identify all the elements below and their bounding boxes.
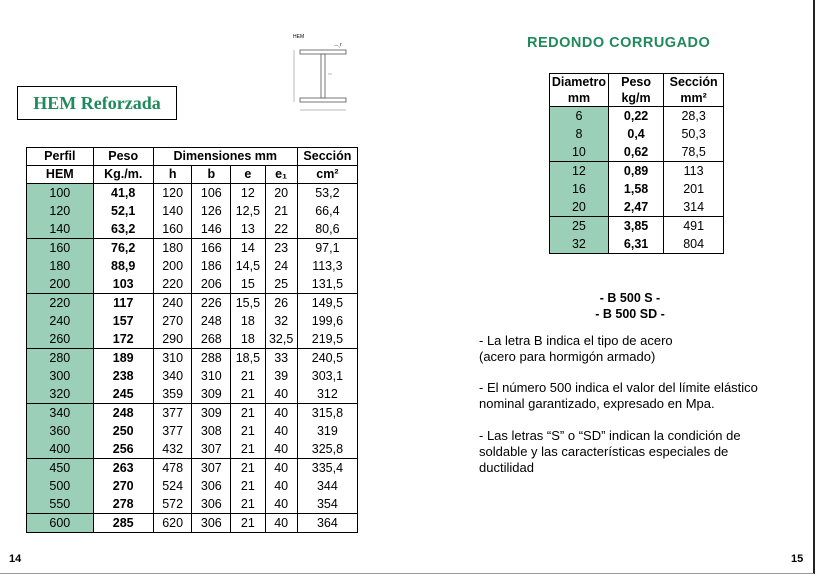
table-cell: 319 [297, 422, 357, 440]
table-cell: 14 [231, 239, 265, 258]
table-row [27, 239, 358, 258]
table-cell: 10 [550, 143, 609, 162]
subheader-kgm: Kg./m. [93, 166, 153, 184]
table-cell: 550 [27, 495, 94, 514]
table-cell: 309 [192, 385, 231, 404]
redondo-title: REDONDO CORRUGADO [527, 35, 711, 51]
table-cell: 600 [27, 514, 94, 533]
table-cell: 157 [93, 312, 153, 330]
table-row [550, 180, 724, 198]
table-cell: 12 [231, 184, 265, 203]
table-cell: 26 [265, 294, 297, 313]
table-cell: 309 [192, 404, 231, 423]
table-cell: 23 [265, 239, 297, 258]
table-row [550, 198, 724, 217]
table-cell: 804 [664, 235, 724, 254]
table-cell: 33 [265, 349, 297, 368]
table-cell: 306 [192, 495, 231, 514]
table-cell: 21 [231, 404, 265, 423]
table-cell: 310 [192, 367, 231, 385]
table-cell: 278 [93, 495, 153, 514]
table-row [550, 235, 724, 254]
table-cell: 40 [265, 495, 297, 514]
table-cell: 40 [265, 477, 297, 495]
page-number-right: 15 [791, 553, 804, 565]
table-cell: 21 [231, 495, 265, 514]
table-row [550, 125, 724, 143]
header-perfil: Perfil [27, 148, 94, 166]
table-cell: 113,3 [297, 257, 357, 275]
header-peso: Peso [93, 148, 153, 166]
table-cell: 41,8 [93, 184, 153, 203]
table-cell: 21 [231, 440, 265, 459]
table-cell: 325,8 [297, 440, 357, 459]
table-cell: 1,58 [608, 180, 663, 198]
table-cell: 3,85 [608, 217, 663, 236]
table-cell: 310 [153, 349, 192, 368]
table-cell: 76,2 [93, 239, 153, 258]
table-row [27, 440, 358, 459]
table-cell: 63,2 [93, 220, 153, 239]
grade-b500sd: - B 500 SD - [595, 307, 665, 321]
table-cell: 0,62 [608, 143, 663, 162]
table-cell: 12 [550, 162, 609, 181]
table-cell: 24 [265, 257, 297, 275]
table-cell: 180 [27, 257, 94, 275]
table-cell: 344 [297, 477, 357, 495]
table-cell: 500 [27, 477, 94, 495]
header-seccion-mm2: Sección mm² [664, 74, 724, 107]
table-cell: 78,5 [664, 143, 724, 162]
table-cell: 21 [265, 202, 297, 220]
hem-title: HEM Reforzada [17, 86, 177, 120]
table-cell: 245 [93, 385, 153, 404]
subheader-hem: HEM [27, 166, 94, 184]
table-cell: 360 [27, 422, 94, 440]
grade-b500s: - B 500 S - [599, 291, 661, 305]
table-cell: 131,5 [297, 275, 357, 294]
table-cell: 256 [93, 440, 153, 459]
table-cell: 21 [231, 367, 265, 385]
subheader-e1: e₁ [265, 166, 297, 184]
table-cell: 14,5 [231, 257, 265, 275]
table-cell: 25 [265, 275, 297, 294]
table-cell: 15 [231, 275, 265, 294]
table-row [27, 184, 358, 203]
table-cell: 340 [153, 367, 192, 385]
table-row [27, 220, 358, 239]
table-cell: 300 [27, 367, 94, 385]
subheader-h: h [153, 166, 192, 184]
table-cell: 220 [153, 275, 192, 294]
table-cell: 18 [231, 330, 265, 349]
table-cell: 478 [153, 459, 192, 478]
table-cell: 189 [93, 349, 153, 368]
table-cell: 21 [231, 514, 265, 533]
table-cell: 117 [93, 294, 153, 313]
table-cell: 432 [153, 440, 192, 459]
table-cell: 20 [265, 184, 297, 203]
table-cell: 12,5 [231, 202, 265, 220]
table-cell: 40 [265, 459, 297, 478]
table-cell: 248 [93, 404, 153, 423]
table-cell: 240 [27, 312, 94, 330]
table-cell: 620 [153, 514, 192, 533]
table-cell: 186 [192, 257, 231, 275]
table-cell: 88,9 [93, 257, 153, 275]
table-cell: 140 [153, 202, 192, 220]
table-cell: 220 [27, 294, 94, 313]
diagram-label-r: r [340, 42, 342, 48]
table-row [27, 367, 358, 385]
table-cell: 263 [93, 459, 153, 478]
table-cell: 0,89 [608, 162, 663, 181]
table-cell: 0,4 [608, 125, 663, 143]
table-cell: 15,5 [231, 294, 265, 313]
table-cell: 226 [192, 294, 231, 313]
table-cell: 80,6 [297, 220, 357, 239]
table-cell: 260 [27, 330, 94, 349]
table-cell: 6 [550, 107, 609, 126]
header-seccion: Sección [297, 148, 357, 166]
table-cell: 32 [550, 235, 609, 254]
note-letter-b: - La letra B indica el tipo de acero (acero para hormigón armado) [479, 333, 673, 364]
table-cell: 340 [27, 404, 94, 423]
table-cell: 22 [265, 220, 297, 239]
table-cell: 66,4 [297, 202, 357, 220]
table-cell: 306 [192, 477, 231, 495]
diagram-label-hem: HEM [293, 34, 305, 40]
note-letters-s-sd: - Las letras “S” o “SD” indican la condición de soldable y las características especiales de ductilidad [479, 428, 741, 475]
table-cell: 200 [27, 275, 94, 294]
table-cell: 288 [192, 349, 231, 368]
table-cell: 100 [27, 184, 94, 203]
table-cell: 290 [153, 330, 192, 349]
table-row [550, 107, 724, 126]
table-row [27, 404, 358, 423]
hem-table-body [27, 184, 358, 533]
table-cell: 21 [231, 459, 265, 478]
table-cell: 21 [231, 422, 265, 440]
table-cell: 21 [231, 477, 265, 495]
table-row [27, 275, 358, 294]
table-row [27, 422, 358, 440]
table-cell: 285 [93, 514, 153, 533]
table-row [27, 257, 358, 275]
table-cell: 160 [153, 220, 192, 239]
table-cell: 2,47 [608, 198, 663, 217]
table-cell: 40 [265, 385, 297, 404]
table-cell: 40 [265, 404, 297, 423]
table-cell: 28,3 [664, 107, 724, 126]
table-cell: 572 [153, 495, 192, 514]
table-cell: 270 [153, 312, 192, 330]
table-cell: 308 [192, 422, 231, 440]
table-row [27, 514, 358, 533]
table-cell: 106 [192, 184, 231, 203]
table-cell: 450 [27, 459, 94, 478]
table-cell: 312 [297, 385, 357, 404]
table-cell: 21 [231, 385, 265, 404]
table-cell: 113 [664, 162, 724, 181]
table-cell: 320 [27, 385, 94, 404]
table-cell: 377 [153, 422, 192, 440]
table-cell: 166 [192, 239, 231, 258]
table-cell: 364 [297, 514, 357, 533]
table-cell: 103 [93, 275, 153, 294]
table-cell: 354 [297, 495, 357, 514]
table-cell: 206 [192, 275, 231, 294]
table-cell: 303,1 [297, 367, 357, 385]
table-cell: 307 [192, 459, 231, 478]
table-cell: 149,5 [297, 294, 357, 313]
redondo-table [549, 73, 724, 254]
table-cell: 53,2 [297, 184, 357, 203]
table-cell: 20 [550, 198, 609, 217]
subheader-e: e [231, 166, 265, 184]
table-cell: 201 [664, 180, 724, 198]
table-cell: 377 [153, 404, 192, 423]
table-cell: 315,8 [297, 404, 357, 423]
table-row [27, 312, 358, 330]
table-cell: 270 [93, 477, 153, 495]
table-cell: 268 [192, 330, 231, 349]
table-cell: 238 [93, 367, 153, 385]
table-cell: 491 [664, 217, 724, 236]
subheader-b: b [192, 166, 231, 184]
header-diametro: Diametro mm [550, 74, 609, 107]
header-dimensiones: Dimensiones mm [153, 148, 297, 166]
table-cell: 6,31 [608, 235, 663, 254]
table-row [27, 330, 358, 349]
table-cell: 314 [664, 198, 724, 217]
table-cell: 400 [27, 440, 94, 459]
hem-table [26, 147, 358, 533]
table-cell: 120 [27, 202, 94, 220]
table-cell: 199,6 [297, 312, 357, 330]
table-row [550, 162, 724, 181]
table-cell: 240 [153, 294, 192, 313]
table-cell: 248 [192, 312, 231, 330]
table-cell: 97,1 [297, 239, 357, 258]
steel-grades [560, 290, 700, 322]
table-cell: 146 [192, 220, 231, 239]
table-cell: 0,22 [608, 107, 663, 126]
table-cell: 180 [153, 239, 192, 258]
table-row [27, 385, 358, 404]
table-cell: 140 [27, 220, 94, 239]
table-cell: 250 [93, 422, 153, 440]
table-cell: 280 [27, 349, 94, 368]
table-cell: 32,5 [265, 330, 297, 349]
table-cell: 40 [265, 514, 297, 533]
note-number-500: - El número 500 indica el valor del límite elástico nominal garantizado, expresado en Mpa. [479, 380, 758, 411]
table-cell: 219,5 [297, 330, 357, 349]
table-cell: 307 [192, 440, 231, 459]
table-cell: 306 [192, 514, 231, 533]
table-cell: 13 [231, 220, 265, 239]
table-cell: 50,3 [664, 125, 724, 143]
header-peso-kgm: Peso kg/m [608, 74, 663, 107]
table-cell: 52,1 [93, 202, 153, 220]
redondo-table-body [550, 107, 724, 254]
table-cell: 524 [153, 477, 192, 495]
table-cell: 18,5 [231, 349, 265, 368]
table-cell: 32 [265, 312, 297, 330]
table-cell: 335,4 [297, 459, 357, 478]
table-cell: 126 [192, 202, 231, 220]
table-cell: 25 [550, 217, 609, 236]
hem-profile-diagram [288, 30, 358, 122]
table-cell: 8 [550, 125, 609, 143]
table-cell: 172 [93, 330, 153, 349]
table-cell: 200 [153, 257, 192, 275]
table-cell: 359 [153, 385, 192, 404]
table-cell: 16 [550, 180, 609, 198]
table-cell: 40 [265, 440, 297, 459]
table-cell: 39 [265, 367, 297, 385]
page-number-left: 14 [9, 553, 22, 565]
table-row [27, 477, 358, 495]
table-row [27, 202, 358, 220]
table-row [27, 459, 358, 478]
table-row [550, 143, 724, 162]
table-row [27, 294, 358, 313]
table-cell: 40 [265, 422, 297, 440]
table-cell: 120 [153, 184, 192, 203]
table-cell: 160 [27, 239, 94, 258]
table-cell: 18 [231, 312, 265, 330]
table-row [27, 349, 358, 368]
table-cell: 240,5 [297, 349, 357, 368]
subheader-cm2: cm² [297, 166, 357, 184]
table-row [550, 217, 724, 236]
table-row [27, 495, 358, 514]
